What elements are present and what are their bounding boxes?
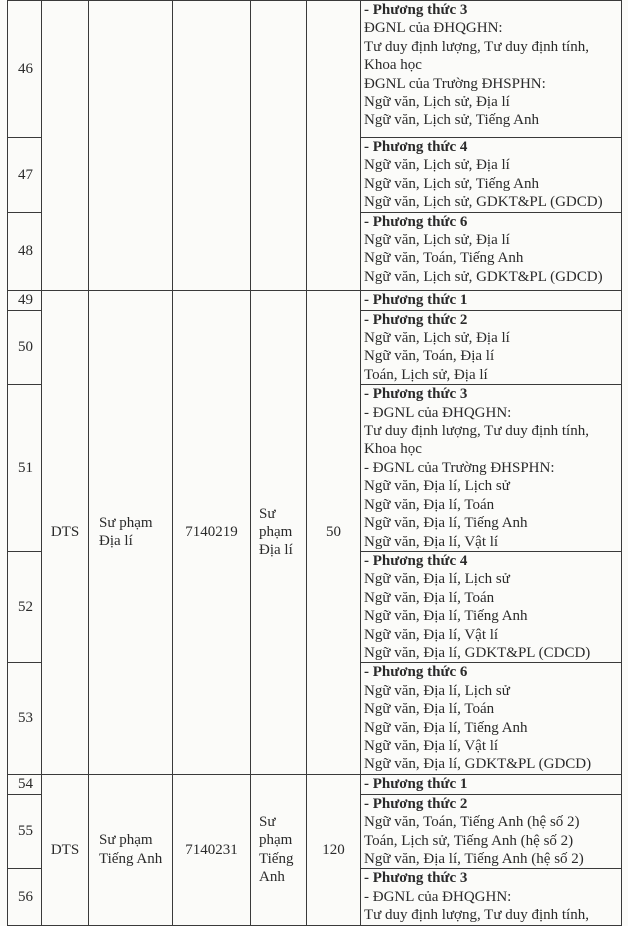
subject-combination: ĐGNL của ĐHQGHN: xyxy=(364,20,503,37)
subject-combination: - ĐGNL của Trường ĐHSPHN: xyxy=(364,459,555,476)
major-name: Sư phạm Địa lí xyxy=(89,290,173,774)
method-heading: - Phương thức 2 xyxy=(364,795,468,812)
subject-combination: - ĐGNL của ĐHQGHN: xyxy=(364,404,512,421)
quota: 50 xyxy=(307,290,361,774)
method-cell xyxy=(361,869,622,925)
school-code: DTS xyxy=(42,774,89,925)
row-number: 54 xyxy=(8,774,42,794)
method-heading: - Phương thức 1 xyxy=(364,775,468,792)
method-cell xyxy=(361,794,622,869)
subject-combination: Ngữ văn, Lịch sử, GDKT&PL (GDCD) xyxy=(364,194,603,211)
row-number: 52 xyxy=(8,551,42,662)
subject-combination: Khoa học xyxy=(364,441,422,458)
subject-combination: Ngữ văn, Lịch sử, Tiếng Anh xyxy=(364,112,540,129)
method-cell xyxy=(361,1,622,138)
row-number: 50 xyxy=(8,310,42,385)
table-row xyxy=(8,774,622,794)
empty-cell xyxy=(251,1,307,291)
method-cell xyxy=(361,310,622,385)
method-cell xyxy=(361,290,622,310)
subject-combination: Ngữ văn, Địa lí, Toán xyxy=(364,701,495,718)
subject-combination: Ngữ văn, Lịch sử, Địa lí xyxy=(364,232,510,249)
subject-combination: Toán, Lịch sử, Địa lí xyxy=(364,366,488,383)
empty-cell xyxy=(307,1,361,291)
subject-combination: Ngữ văn, Địa lí, GDKT&PL (GDCD) xyxy=(364,756,592,773)
method-cell xyxy=(361,212,622,290)
method-heading: - Phương thức 6 xyxy=(364,213,468,230)
method-cell xyxy=(361,138,622,213)
empty-cell xyxy=(42,1,89,291)
subject-combination: Ngữ văn, Lịch sử, Tiếng Anh xyxy=(364,175,540,192)
subject-combination: Ngữ văn, Địa lí, Lịch sử xyxy=(364,682,510,699)
subject-combination: Ngữ văn, Địa lí, Tiếng Anh xyxy=(364,608,528,625)
method-heading: - Phương thức 2 xyxy=(364,311,468,328)
major-name: Sư phạm Tiếng Anh xyxy=(89,774,173,925)
method-heading: - Phương thức 6 xyxy=(364,664,468,681)
subject-combination: Ngữ văn, Toán, Tiếng Anh (hệ số 2) xyxy=(364,814,580,831)
subject-combination: Ngữ văn, Lịch sử, GDKT&PL (GDCD) xyxy=(364,268,603,285)
method-heading: - Phương thức 4 xyxy=(364,552,468,569)
school-code: DTS xyxy=(42,290,89,774)
row-number: 47 xyxy=(8,138,42,213)
method-heading: - Phương thức 3 xyxy=(364,386,468,403)
method-heading: - Phương thức 1 xyxy=(364,291,468,308)
row-number: 55 xyxy=(8,794,42,869)
subject-combination: Toán, Lịch sử, Tiếng Anh (hệ số 2) xyxy=(364,832,574,849)
subject-combination: Tư duy định lượng, Tư duy định tính, xyxy=(364,907,589,924)
subject-combination: Ngữ văn, Địa lí, Vật lí xyxy=(364,533,499,550)
subject-combination: Tư duy định lượng, Tư duy định tính, xyxy=(364,423,589,440)
method-cell xyxy=(361,551,622,662)
program-name: Sư phạm Tiếng Anh xyxy=(251,774,307,925)
subject-combination: Ngữ văn, Toán, Tiếng Anh xyxy=(364,250,524,267)
method-cell xyxy=(361,663,622,774)
subject-combination: Ngữ văn, Địa lí, Vật lí xyxy=(364,737,499,754)
row-number: 53 xyxy=(8,663,42,774)
method-heading: - Phương thức 4 xyxy=(364,139,468,155)
subject-combination: Ngữ văn, Địa lí, Tiếng Anh xyxy=(364,515,528,532)
major-code: 7140219 xyxy=(173,290,251,774)
method-heading: - Phương thức 3 xyxy=(364,2,468,18)
table-row xyxy=(8,1,622,138)
method-cell xyxy=(361,774,622,794)
subject-combination: ĐGNL của Trường ĐHSPHN: xyxy=(364,75,546,92)
row-number: 56 xyxy=(8,869,42,925)
subject-combination: - ĐGNL của ĐHQGHN: xyxy=(364,888,512,905)
subject-combination: Ngữ văn, Địa lí, Tiếng Anh (hệ số 2) xyxy=(364,851,584,867)
empty-cell xyxy=(89,1,173,291)
method-heading: - Phương thức 3 xyxy=(364,870,468,887)
row-number: 46 xyxy=(8,1,42,138)
row-number: 51 xyxy=(8,385,42,552)
subject-combination: Khoa học xyxy=(364,57,422,74)
subject-combination: Ngữ văn, Lịch sử, Địa lí xyxy=(364,330,510,347)
quota: 120 xyxy=(307,774,361,925)
subject-combination: Ngữ văn, Địa lí, Lịch sử xyxy=(364,478,510,495)
row-number: 48 xyxy=(8,212,42,290)
subject-combination: Ngữ văn, Địa lí, GDKT&PL (CDCD) xyxy=(364,644,591,661)
subject-combination: Ngữ văn, Địa lí, Vật lí xyxy=(364,626,499,643)
subject-combination: Ngữ văn, Lịch sử, Địa lí xyxy=(364,157,510,174)
method-cell xyxy=(361,385,622,552)
empty-cell xyxy=(173,1,251,291)
subject-combination: Ngữ văn, Lịch sử, Địa lí xyxy=(364,94,510,111)
program-name: Sư phạm Địa lí xyxy=(251,290,307,774)
subject-combination: Tư duy định lượng, Tư duy định tính, xyxy=(364,38,589,55)
subject-combination: Ngữ văn, Địa lí, Lịch sử xyxy=(364,571,510,588)
subject-combination: Ngữ văn, Địa lí, Tiếng Anh xyxy=(364,719,528,736)
subject-combination: Ngữ văn, Địa lí, Toán xyxy=(364,589,495,606)
subject-combination: Ngữ văn, Toán, Địa lí xyxy=(364,348,495,365)
table-row xyxy=(8,290,622,310)
subject-combination: Ngữ văn, Địa lí, Toán xyxy=(364,496,495,513)
major-code: 7140231 xyxy=(173,774,251,925)
row-number: 49 xyxy=(8,290,42,310)
admission-table xyxy=(7,0,622,926)
